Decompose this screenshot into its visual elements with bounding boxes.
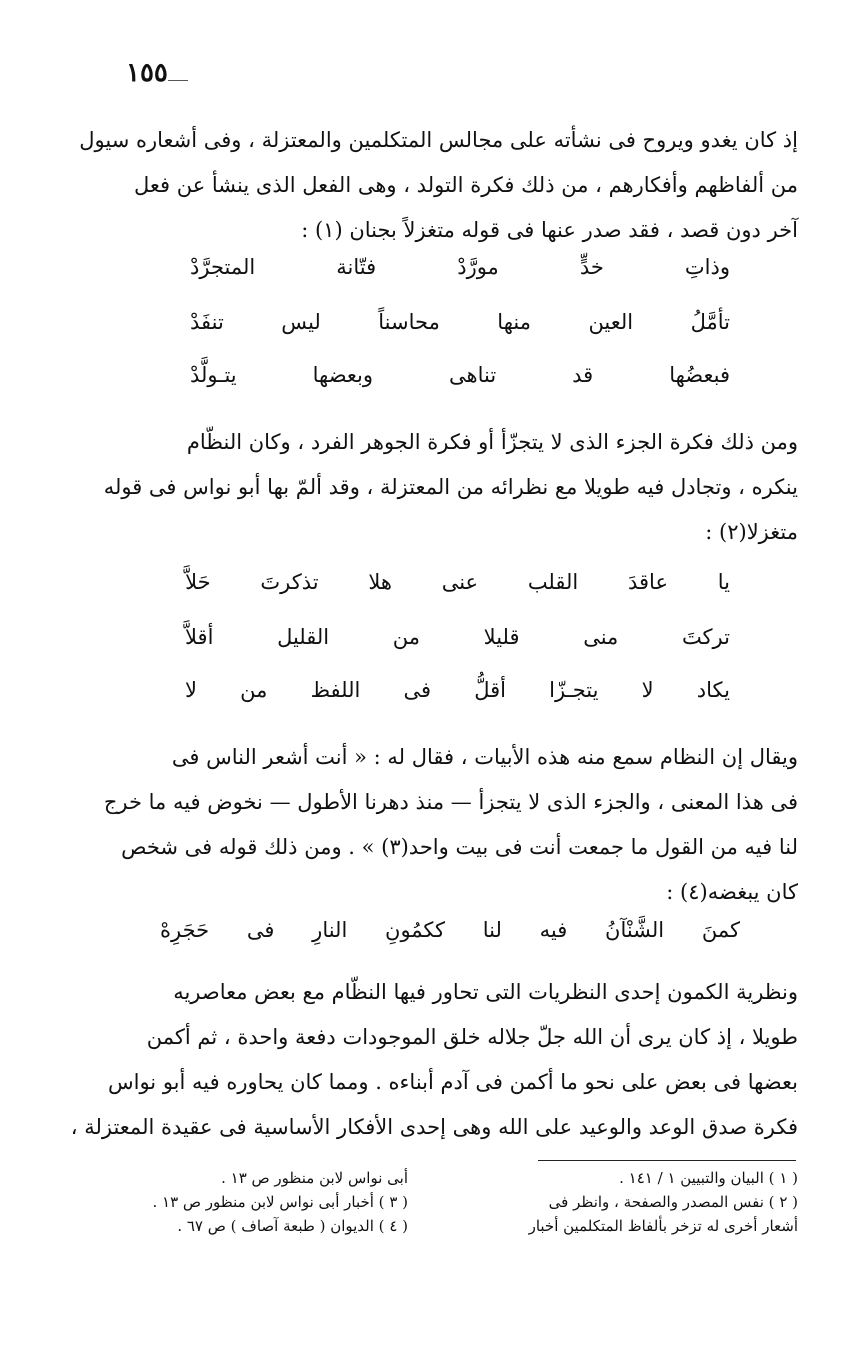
verse-word: حَجَرِهْ [160, 918, 210, 942]
verse-line [190, 255, 730, 279]
verse-word: قليلا [483, 625, 520, 649]
verse-word: محاسناً [378, 310, 440, 334]
paragraph-line: فكرة صدق الوعد والوعيد على الله وهى إحدى الأفكار الأساسية فى عقيدة المعتزلة ، [70, 1115, 798, 1139]
verse-line [190, 310, 730, 334]
verse-word: قد [572, 363, 594, 387]
paragraph-line: ينكره ، وتجادل فيه طويلا مع نظرائه من المعتزلة ، وقد ألمّ بها أبو نواس فى قوله [103, 475, 798, 499]
verse-word: خدٍّ [579, 255, 604, 279]
verse-line [160, 918, 740, 942]
verse-block-2 [185, 570, 730, 710]
paragraph-1 [79, 118, 798, 253]
verse-word: فيه [539, 918, 568, 942]
verse-word: فى [403, 678, 432, 702]
page-number: ١٥٥ [126, 58, 168, 88]
verse-word: الشَّنْآنُ [605, 918, 665, 942]
verse-word: فى [246, 918, 275, 942]
paragraph-line: آخر دون قصد ، فقد صدر عنها فى قوله متغزلاً بجنان (١) : [301, 218, 798, 242]
paragraph-line: فى هذا المعنى ، والجزء الذى لا يتجزأ — منذ دهرنا الأطول — نخوض فيه ما خرج [103, 790, 798, 814]
paragraph-line: ويقال إن النظام سمع منه هذه الأبيات ، فقال له : « أنت أشعر الناس فى [171, 745, 798, 769]
paragraph-line: لنا فيه من القول ما جمعت أنت فى بيت واحد(٣) » . ومن ذلك قوله فى شخص [121, 835, 798, 859]
verse-word: النارِ [312, 918, 348, 942]
verse-word: القليل [277, 625, 330, 649]
verse-word: وبعضها [312, 363, 374, 387]
verse-line [185, 570, 730, 594]
verse-word: فبعضُها [669, 363, 730, 387]
verse-word: لا [641, 678, 654, 702]
verse-word: القلب [527, 570, 579, 594]
verse-word: أقلُّ [474, 678, 506, 702]
verse-word: أقلاَّ [185, 625, 214, 649]
paragraph-line: ومن ذلك فكرة الجزء الذى لا يتجزّأ أو فكرة الجوهر الفرد ، وكان النظّام [186, 430, 798, 454]
paragraph-line: ونظرية الكمون إحدى النظريات التى تحاور فيها النظّام مع بعض معاصريه [173, 980, 798, 1004]
verse-word: مورَّدْ [457, 255, 499, 279]
verse-line [185, 678, 730, 702]
verse-word: هلا [368, 570, 392, 594]
footnote-line: أشعار أخرى له تزخر بألفاظ المتكلمين أخبار [528, 1217, 798, 1235]
footnote-line: أبى نواس لابن منظور ص ١٣ . [221, 1169, 408, 1187]
verse-word: يا [717, 570, 730, 594]
paragraph-4 [70, 970, 798, 1150]
verse-word: ليس [281, 310, 321, 334]
footnote-line: ( ٤ ) الديوان ( طبعة آصاف ) ص ٦٧ . [177, 1217, 408, 1235]
verse-word: منى [583, 625, 619, 649]
verse-word: فتّانة [336, 255, 377, 279]
verse-word: ككمُونِ [385, 918, 446, 942]
verse-word: من [392, 625, 421, 649]
paragraph-line: إذ كان يغدو ويروح فى نشأته على مجالس المتكلمين والمعتزلة ، وفى أشعاره سيول [79, 128, 798, 152]
footnote-line: ( ١ ) البيان والتبيين ١ / ١٤١ . [619, 1169, 798, 1187]
verse-word: تنفَدْ [190, 310, 224, 334]
verse-word: كمنَ [701, 918, 740, 942]
paragraph-line: كان يبغضه(٤) : [666, 880, 798, 904]
verse-word: لا [185, 678, 197, 702]
verse-word: تركتَ [681, 625, 730, 649]
paragraph-line: بعضها فى بعض على نحو ما أكمن فى آدم أبناءه . ومما كان يحاوره فيه أبو نواس [107, 1070, 798, 1094]
page-number-rule [168, 80, 188, 81]
verse-word: تناهى [449, 363, 497, 387]
footnotes-right-column [418, 1166, 798, 1238]
footnote-rule [538, 1160, 796, 1161]
paragraph-2 [103, 420, 798, 555]
verse-block-3 [160, 918, 740, 958]
verse-word: يتجـزّا [549, 678, 599, 702]
paragraph-line: من ألفاظهم وأفكارهم ، من ذلك فكرة التولد ، وهى الفعل الذى ينشأ عن فعل [133, 173, 798, 197]
verse-word: تأمَّلُ [690, 310, 730, 334]
verse-word: منها [497, 310, 531, 334]
paragraph-line: متغزلا(٢) : [705, 520, 798, 544]
verse-line [185, 625, 730, 649]
paragraph-line: طويلا ، إذ كان يرى أن الله جلّ جلاله خلق الموجودات دفعة واحدة ، ثم أكمن [146, 1025, 798, 1049]
footnotes-left-column [118, 1166, 408, 1238]
verse-line [190, 363, 730, 387]
verse-word: عنى [441, 570, 479, 594]
verse-word: يكاد [696, 678, 730, 702]
verse-word: تذكرتَ [260, 570, 319, 594]
verse-word: المتجرَّدْ [190, 255, 256, 279]
verse-word: لنا [482, 918, 502, 942]
verse-word: اللفظ [310, 678, 361, 702]
verse-word: يتـولَّدْ [190, 363, 237, 387]
verse-block-1 [190, 255, 730, 395]
footnote-line: ( ٣ ) أخبار أبى نواس لابن منظور ص ١٣ . [152, 1193, 408, 1211]
footnote-line: ( ٢ ) نفس المصدر والصفحة ، وانظر فى [548, 1193, 798, 1211]
paragraph-3 [103, 735, 798, 915]
verse-word: حَلاَّ [185, 570, 211, 594]
verse-word: عاقدَ [628, 570, 668, 594]
verse-word: العين [588, 310, 634, 334]
verse-word: وذاتِ [684, 255, 730, 279]
verse-word: من [240, 678, 268, 702]
